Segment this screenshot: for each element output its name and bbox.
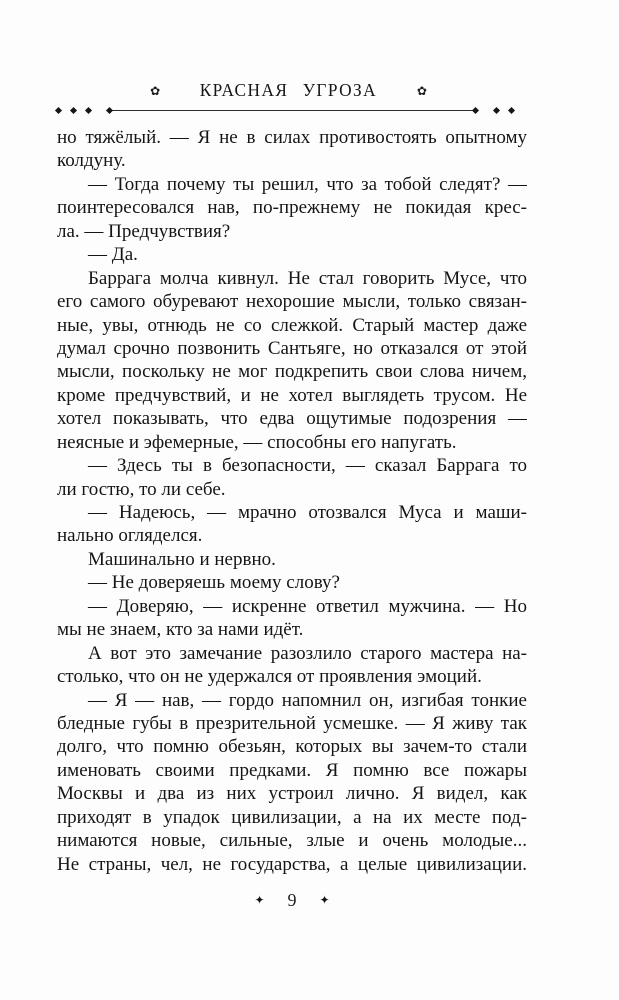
diamond-dot-icon <box>472 106 479 113</box>
page-footer <box>57 891 527 909</box>
diamond-dot-icon <box>85 106 92 113</box>
body-text <box>57 126 527 876</box>
text-line: Баррага молча кивнул. Не стал говорить Мусе, что <box>88 267 527 289</box>
text-line: Москвы и два из них устроил лично. Я видел, как <box>57 783 527 805</box>
text-line: А вот это замечание разозлило старого мастера на- <box>88 642 527 664</box>
diamond-dot-icon <box>508 106 515 113</box>
text-line: но тяжёлый. — Я не в силах противостоять опытному <box>57 127 527 148</box>
text-line: ла. — Предчувствия? <box>57 220 231 242</box>
running-head <box>61 80 516 101</box>
diamond-dot-icon <box>493 106 500 113</box>
diamond-dot-icon <box>55 106 62 113</box>
text-line: бледные губы в презрительной усмешке. — Я живу так <box>57 712 527 734</box>
text-line: кроме предчувствий, и не хотел выглядеть трусом. Не <box>57 384 527 406</box>
text-line: — Доверяю, — искренне ответил мужчина. — Но <box>88 595 527 617</box>
text-line: его самого обуревают нехорошие мысли, только связан- <box>57 291 527 313</box>
text-line: столько, что он не удержался от проявления эмоций. <box>57 666 482 688</box>
text-line: именовать своими предками. Я помню все пожары <box>57 759 527 781</box>
text-line: долго, что помню обезьян, которых вы зачем-то стали <box>57 736 527 758</box>
text-line: — Я — нав, — гордо напомнил он, изгибая тонкие <box>88 689 527 711</box>
text-line: мы не знаем, кто за нами идёт. <box>57 619 304 641</box>
text-line: ли гостю, то ли себе. <box>57 478 226 500</box>
flower-ornament-icon: ✿ <box>150 83 161 98</box>
text-line: — Да. <box>88 244 138 266</box>
text-line: хотел показывать, что едва ощутимые подозрения — <box>57 408 527 430</box>
text-line: поинтересовался нав, по-прежнему не покидая крес- <box>57 197 527 219</box>
text-line: неясные и эфемерные, — способны его напугать. <box>57 431 457 453</box>
divider-line <box>108 110 477 111</box>
text-line: — Надеюсь, — мрачно отозвался Муса и маши- <box>88 502 527 523</box>
page-header-title: КРАСНАЯ УГРОЗА <box>199 80 378 100</box>
text-line: — Тогда почему ты решил, что за тобой следят? — <box>88 173 527 195</box>
text-line: нально огляделся. <box>57 525 203 547</box>
page-number: 9 <box>287 890 297 910</box>
header-divider <box>56 104 514 116</box>
text-line: — Здесь ты в безопасности, — сказал Баррага то <box>88 455 527 477</box>
text-line: мысли, поскольку не мог подкрепить свои слова ничем, <box>57 361 527 383</box>
text-line: колдуну. <box>57 150 126 172</box>
star-ornament-icon: ✦ <box>254 893 265 907</box>
text-line: ные, увы, отнюдь не со слежкой. Старый мастер даже <box>57 314 527 336</box>
text-line: Не страны, чел, не государства, а целые цивилизации. <box>57 853 527 875</box>
text-line: нимаются новые, сильные, злые и очень молодые... <box>57 830 527 852</box>
diamond-dot-icon <box>106 106 113 113</box>
text-line: думал срочно позвонить Сантьяге, но отказался от этой <box>57 337 527 359</box>
flower-ornament-icon: ✿ <box>416 83 427 98</box>
text-line: Машинально и нервно. <box>88 548 276 570</box>
diamond-dot-icon <box>70 106 77 113</box>
text-line: приходят в упадок цивилизации, а на их месте под- <box>57 806 527 828</box>
text-line: — Не доверяешь моему слову? <box>88 572 340 594</box>
star-ornament-icon: ✦ <box>319 893 330 907</box>
